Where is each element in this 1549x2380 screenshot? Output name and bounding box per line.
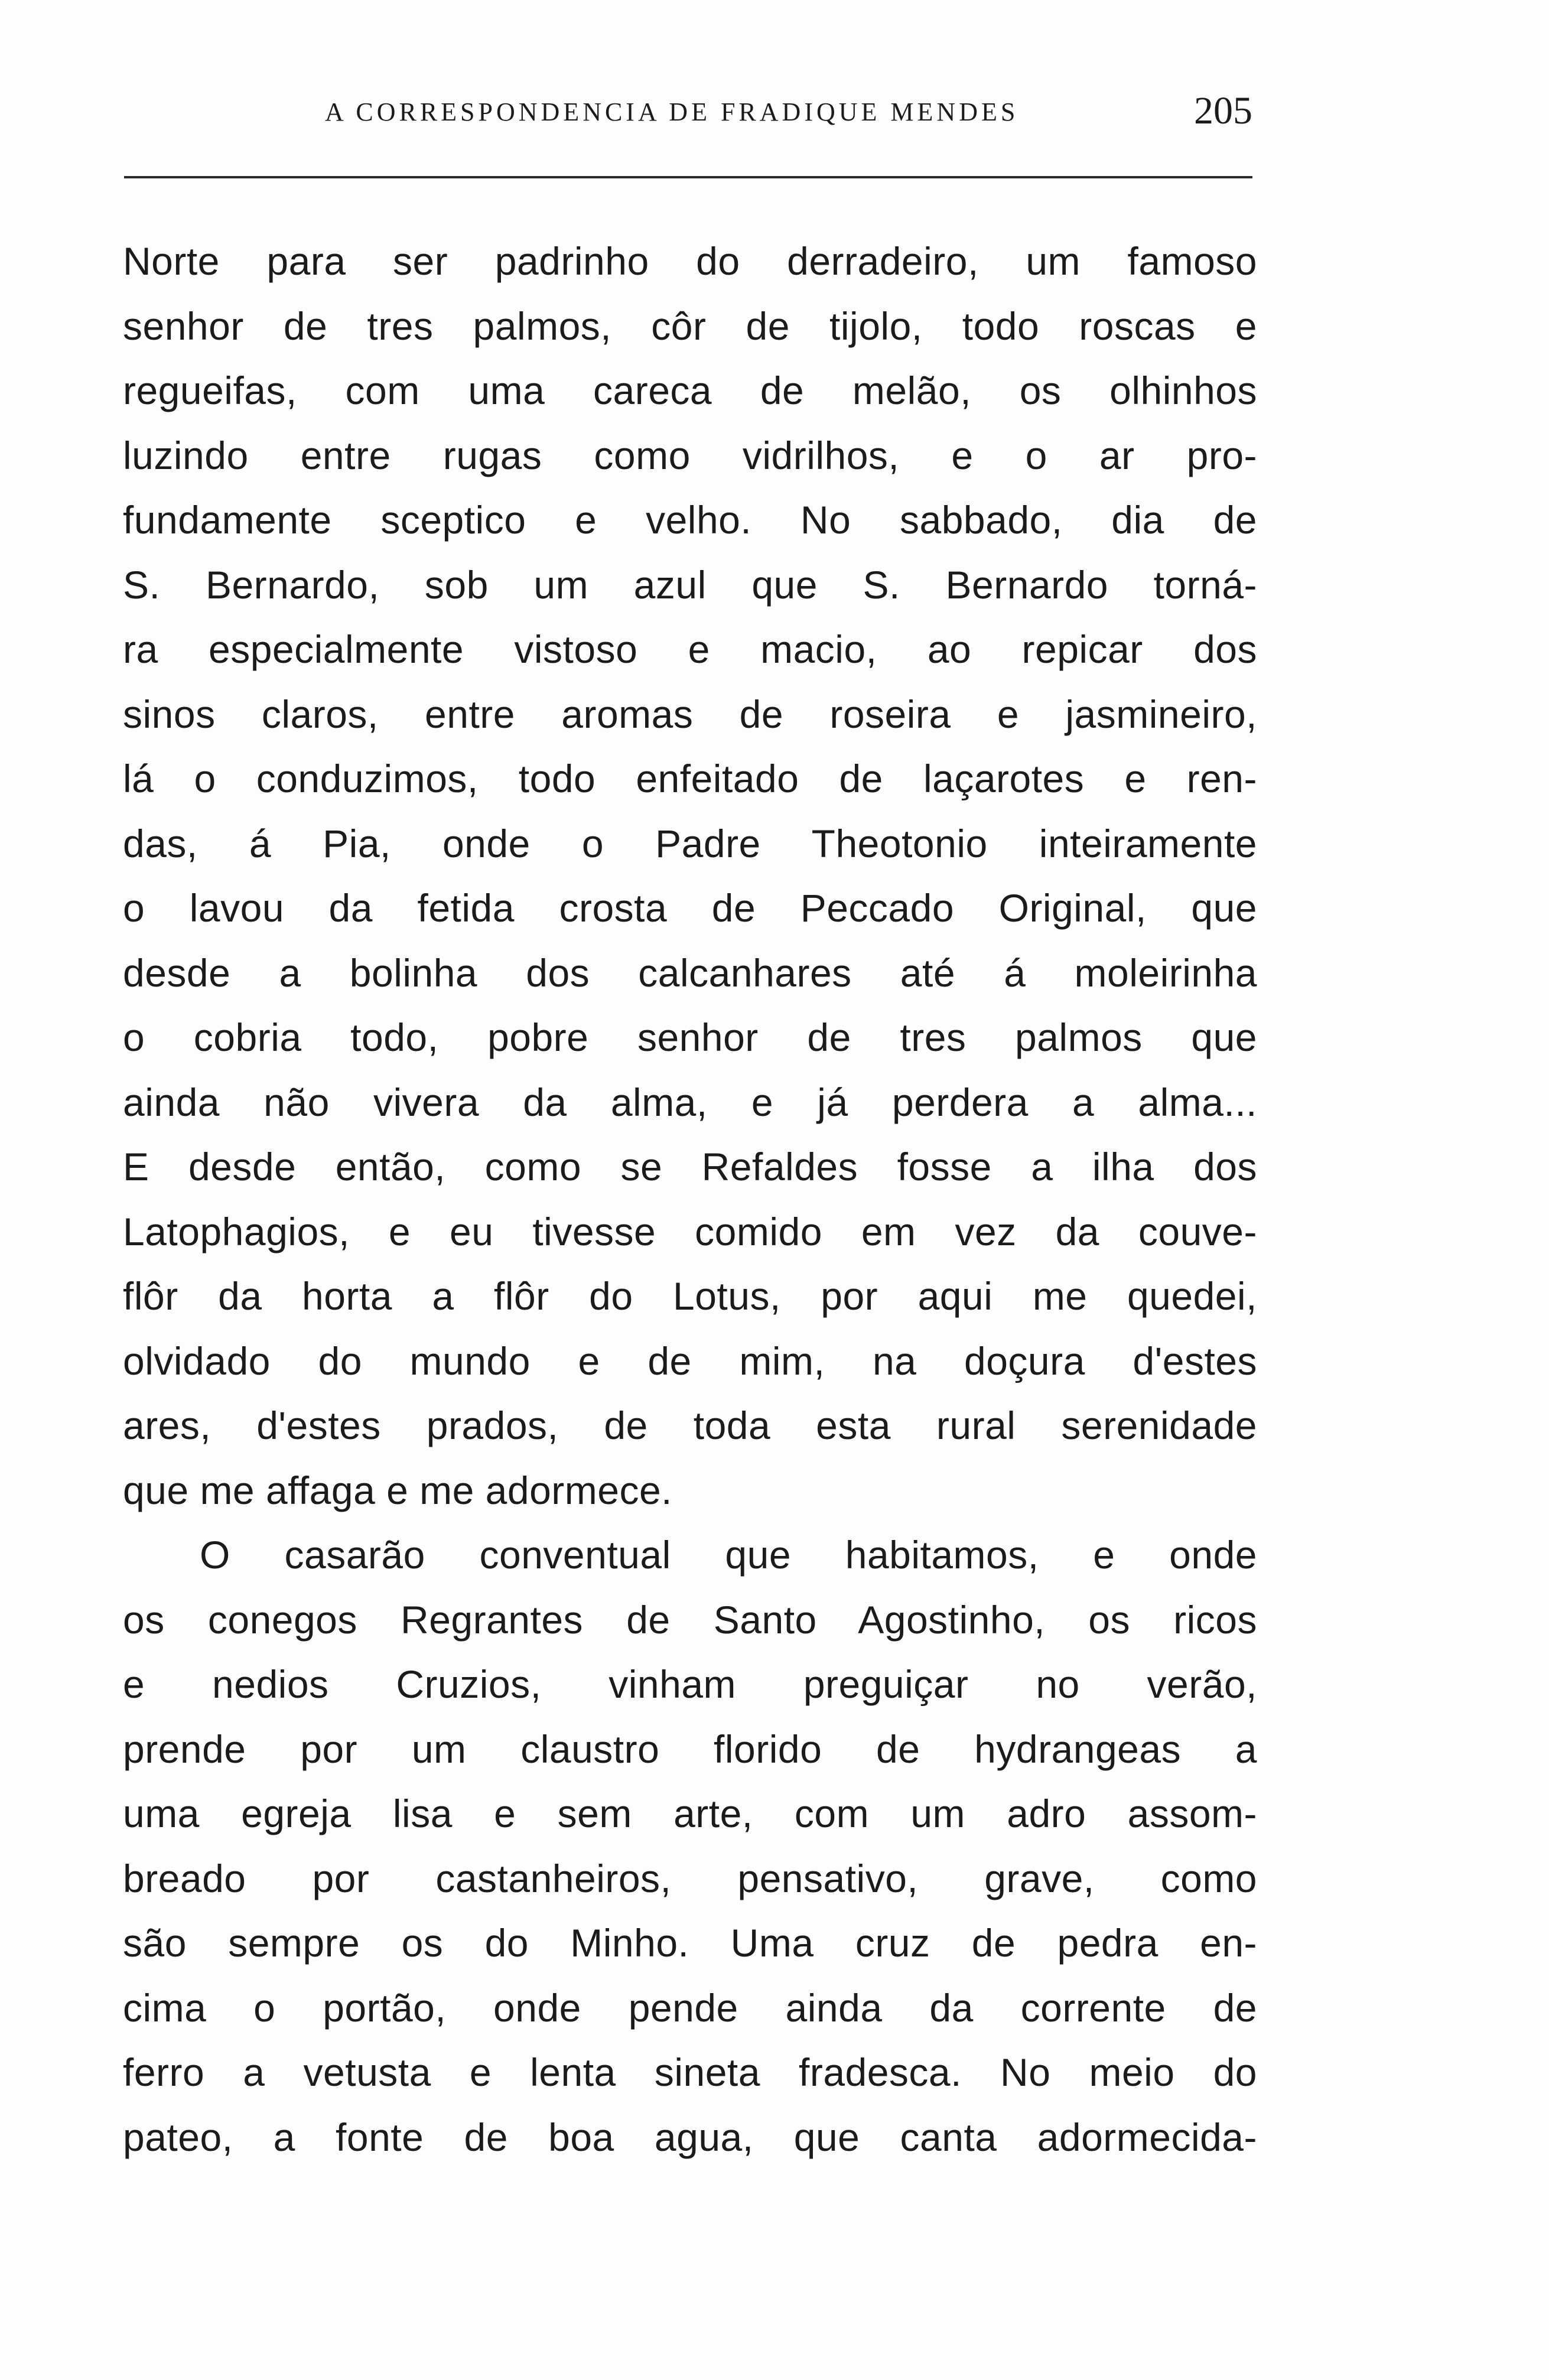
header-rule	[124, 176, 1252, 178]
text-line: são sempre os do Minho. Uma cruz de pedra en-	[123, 1921, 1257, 1965]
text-line: o cobria todo, pobre senhor de tres palmos que	[123, 1015, 1257, 1059]
text-line: uma egreja lisa e sem arte, com um adro assom-	[123, 1792, 1257, 1835]
text-line: senhor de tres palmos, côr de tijolo, todo roscas e	[123, 304, 1257, 348]
text-line: o lavou da fetida crosta de Peccado Original, que	[123, 886, 1257, 930]
text-line: O casarão conventual que habitamos, e onde	[200, 1533, 1257, 1577]
body-text	[123, 229, 1257, 2170]
text-line: cima o portão, onde pende ainda da corrente de	[123, 1985, 1257, 2030]
text-line: ainda não vivera da alma, e já perdera a alma...	[123, 1080, 1257, 1124]
text-line: fundamente sceptico e velho. No sabbado, dia de	[123, 498, 1257, 542]
text-line: ferro a vetusta e lenta sineta fradesca. No meio do	[123, 2050, 1257, 2094]
text-line: e nedios Cruzios, vinham preguiçar no verão,	[123, 1662, 1257, 1706]
text-line: das, á Pia, onde o Padre Theotonio inteiramente	[123, 821, 1257, 865]
text-line: sinos claros, entre aromas de roseira e jasmineiro,	[123, 692, 1257, 736]
text-line: ra especialmente vistoso e macio, ao repicar dos	[123, 627, 1257, 671]
running-title: A CORRESPONDENCIA DE FRADIQUE MENDES	[325, 97, 1019, 126]
text-line: breado por castanheiros, pensativo, grave, como	[123, 1856, 1257, 1900]
text-line: pateo, a fonte de boa agua, que canta adormecida-	[123, 2115, 1257, 2159]
running-header	[124, 89, 1252, 136]
text-line: luzindo entre rugas como vidrilhos, e o ar pro-	[123, 433, 1257, 477]
text-line: ares, d'estes prados, de toda esta rural serenidade	[123, 1404, 1257, 1447]
text-line: Norte para ser padrinho do derradeiro, um famoso	[123, 239, 1257, 283]
paragraph-2	[123, 1523, 1257, 2170]
text-line: que me affaga e me adormece.	[123, 1468, 673, 1512]
text-line: lá o conduzimos, todo enfeitado de laçarotes e ren-	[123, 757, 1257, 800]
text-line: regueifas, com uma careca de melão, os olhinhos	[123, 369, 1257, 412]
page-number: 205	[1194, 89, 1252, 132]
text-line: S. Bernardo, sob um azul que S. Bernardo torná-	[123, 562, 1257, 607]
text-line: olvidado do mundo e de mim, na doçura d'estes	[123, 1339, 1257, 1383]
text-line: flôr da horta a flôr do Lotus, por aqui me quedei,	[123, 1274, 1257, 1318]
text-line: E desde então, como se Refaldes fosse a ilha dos	[123, 1145, 1257, 1189]
text-line: desde a bolinha dos calcanhares até á moleirinha	[123, 950, 1257, 995]
text-line: Latophagios, e eu tivesse comido em vez da couve-	[123, 1209, 1257, 1254]
text-line: prende por um claustro florido de hydrangeas a	[123, 1727, 1257, 1771]
paragraph-1	[123, 229, 1257, 1523]
text-line: os conegos Regrantes de Santo Agostinho, os ricos	[123, 1597, 1257, 1642]
